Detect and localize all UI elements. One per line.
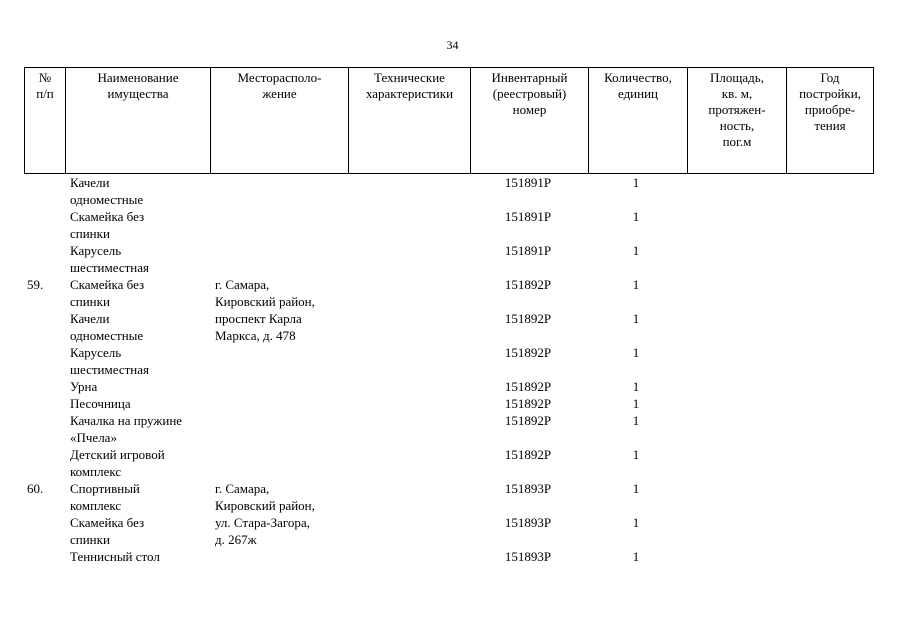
table-row xyxy=(24,276,874,310)
row-inventory: 151892Р xyxy=(504,396,552,411)
page-number: 34 xyxy=(446,38,459,52)
row-quantity: 1 xyxy=(632,345,640,360)
row-name: Скамейка без спинки xyxy=(70,515,145,547)
table-row xyxy=(24,174,874,208)
row-name: Качели одноместные xyxy=(70,311,144,343)
header-number: № п/п xyxy=(24,68,65,173)
row-inventory: 151891Р xyxy=(504,175,552,190)
row-inventory: 151892Р xyxy=(504,379,552,394)
header-inventory: Инвентарный (реестровый) номер xyxy=(470,68,588,173)
table-row xyxy=(24,310,874,344)
row-name: Теннисный стол xyxy=(70,549,160,564)
row-location: проспект Карла Маркса, д. 478 xyxy=(215,311,302,343)
header-quantity: Количество, единиц xyxy=(588,68,687,173)
row-name: Урна xyxy=(70,379,98,394)
row-name: Скамейка без спинки xyxy=(70,209,145,241)
row-inventory: 151892Р xyxy=(504,277,552,292)
table-row xyxy=(24,412,874,446)
row-name: Карусель шестиместная xyxy=(70,345,149,377)
table-row xyxy=(24,395,874,412)
row-inventory: 151892Р xyxy=(504,311,552,326)
row-inventory: 151893Р xyxy=(504,515,552,530)
row-name: Детский игровой комплекс xyxy=(70,447,165,479)
header-name: Наименование имущества xyxy=(65,68,210,173)
row-inventory: 151893Р xyxy=(504,481,552,496)
header-specs: Технические характеристики xyxy=(348,68,470,173)
table-header xyxy=(24,67,874,174)
row-name: Качели одноместные xyxy=(70,175,144,207)
row-quantity: 1 xyxy=(632,515,640,530)
row-location: ул. Стара-Загора, д. 267ж xyxy=(215,515,310,547)
header-year: Год постройки, приобре- тения xyxy=(786,68,874,173)
header-area: Площадь, кв. м, протяжен- ность, пог.м xyxy=(687,68,786,173)
row-quantity: 1 xyxy=(632,277,640,292)
row-number: 59. xyxy=(27,277,44,292)
header-location: Месторасполо- жение xyxy=(210,68,348,173)
row-quantity: 1 xyxy=(632,209,640,224)
table-body xyxy=(24,174,874,565)
row-location: г. Самара, Кировский район, xyxy=(215,481,315,513)
row-name: Скамейка без спинки xyxy=(70,277,145,309)
table-row xyxy=(24,548,874,565)
row-inventory: 151891Р xyxy=(504,243,552,258)
row-name: Спортивный комплекс xyxy=(70,481,140,513)
table-row xyxy=(24,378,874,395)
row-inventory: 151891Р xyxy=(504,209,552,224)
row-quantity: 1 xyxy=(632,243,640,258)
row-quantity: 1 xyxy=(632,447,640,462)
table-row xyxy=(24,344,874,378)
table-row xyxy=(24,208,874,242)
row-inventory: 151892Р xyxy=(504,345,552,360)
row-quantity: 1 xyxy=(632,175,640,190)
row-quantity: 1 xyxy=(632,549,640,564)
row-name: Качалка на пружине «Пчела» xyxy=(70,413,183,445)
row-name: Песочница xyxy=(70,396,131,411)
row-quantity: 1 xyxy=(632,396,640,411)
row-quantity: 1 xyxy=(632,311,640,326)
row-quantity: 1 xyxy=(632,379,640,394)
row-inventory: 151892Р xyxy=(504,413,552,428)
table-row xyxy=(24,514,874,548)
table-row xyxy=(24,242,874,276)
row-inventory: 151892Р xyxy=(504,447,552,462)
row-quantity: 1 xyxy=(632,413,640,428)
row-location: г. Самара, Кировский район, xyxy=(215,277,315,309)
row-inventory: 151893Р xyxy=(504,549,552,564)
row-name: Карусель шестиместная xyxy=(70,243,149,275)
row-number: 60. xyxy=(27,481,44,496)
table-row xyxy=(24,480,874,514)
table-row xyxy=(24,446,874,480)
row-quantity: 1 xyxy=(632,481,640,496)
